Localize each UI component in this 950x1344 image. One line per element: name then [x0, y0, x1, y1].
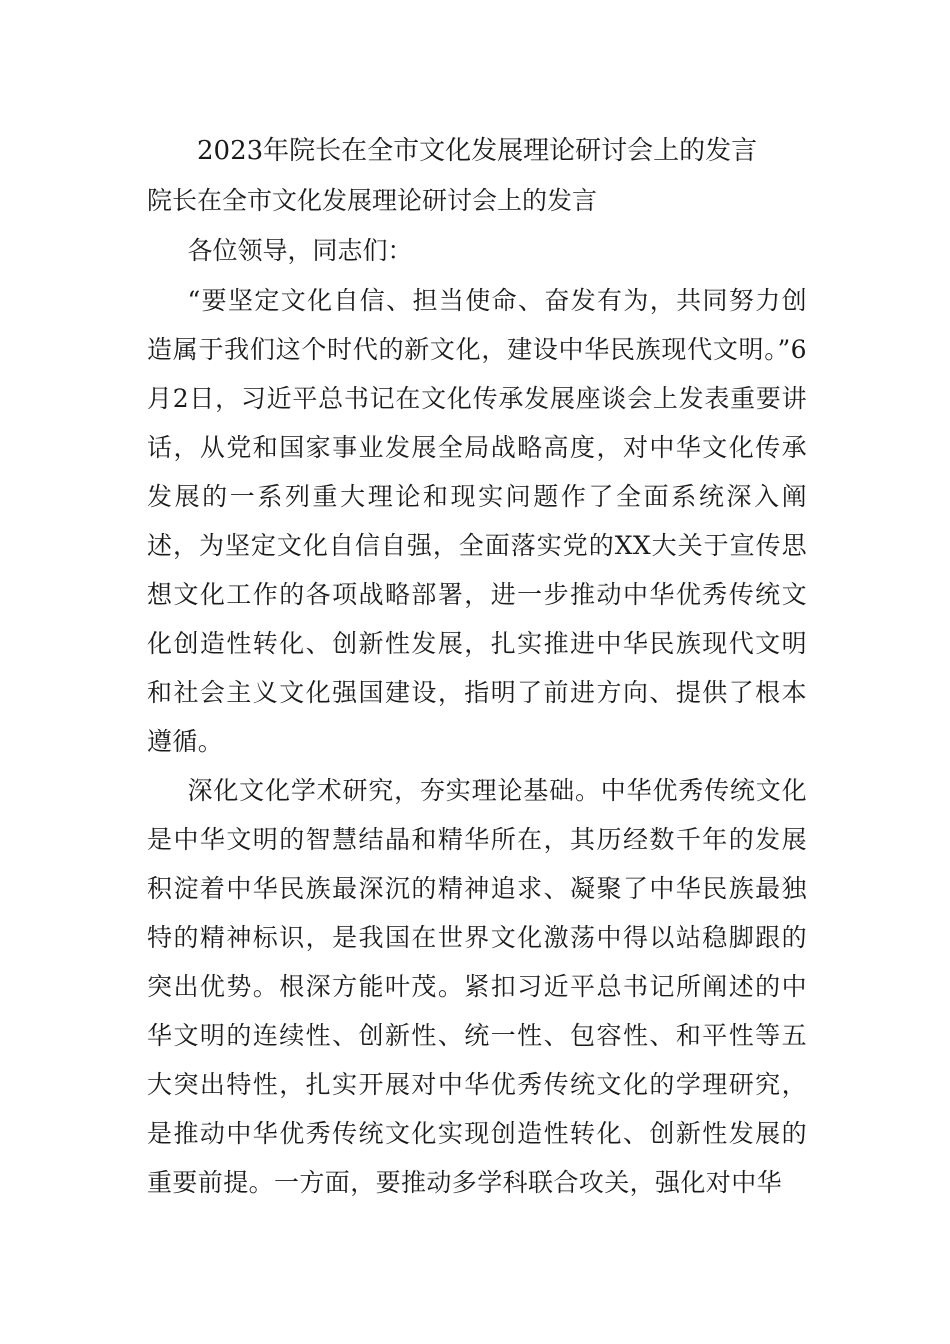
paragraph-intro: “要坚定文化自信、担当使命、奋发有为，共同努力创造属于我们这个时代的新文化，建设中华民族现代文明。”6月2日，习近平总书记在文化传承发展座谈会上发表重要讲话，从党和国家事业发展全局战略高度，对中华文化传承发展的一系列重大理论和现实问题作了全面系统深入阐述，为坚定文化自信自强，全面落实党的XX大关于宣传思想文化工作的各项战略部署，进一步推动中华优秀传统文化创造性转化、创新性发展，扎实推进中华民族现代文明和社会主义文化强国建设，指明了前进方向、提供了根本遵循。 [147, 286, 807, 756]
greeting: 各位领导，同志们： [187, 236, 413, 265]
document-title: 2023年院长在全市文化发展理论研讨会上的发言 [197, 136, 758, 166]
document-subtitle: 院长在全市文化发展理论研讨会上的发言 [147, 186, 598, 215]
document-body [147, 126, 807, 1207]
paragraph-research: 深化文化学术研究，夯实理论基础。中华优秀传统文化是中华文明的智慧结晶和精华所在，其历经数千年的发展积淀着中华民族最深沉的精神追求、凝聚了中华民族最独特的精神标识，是我国在世界文化激荡中得以站稳脚跟的突出优势。根深方能叶茂。紧扣习近平总书记所阐述的中华文明的连续性、创新性、统一性、包容性、和平性等五大突出特性，扎实开展对中华优秀传统文化的学理研究，是推动中华优秀传统文化实现创造性转化、创新性发展的重要前提。一方面，要推动多学科联合攻关，强化对中华 [147, 776, 807, 1197]
